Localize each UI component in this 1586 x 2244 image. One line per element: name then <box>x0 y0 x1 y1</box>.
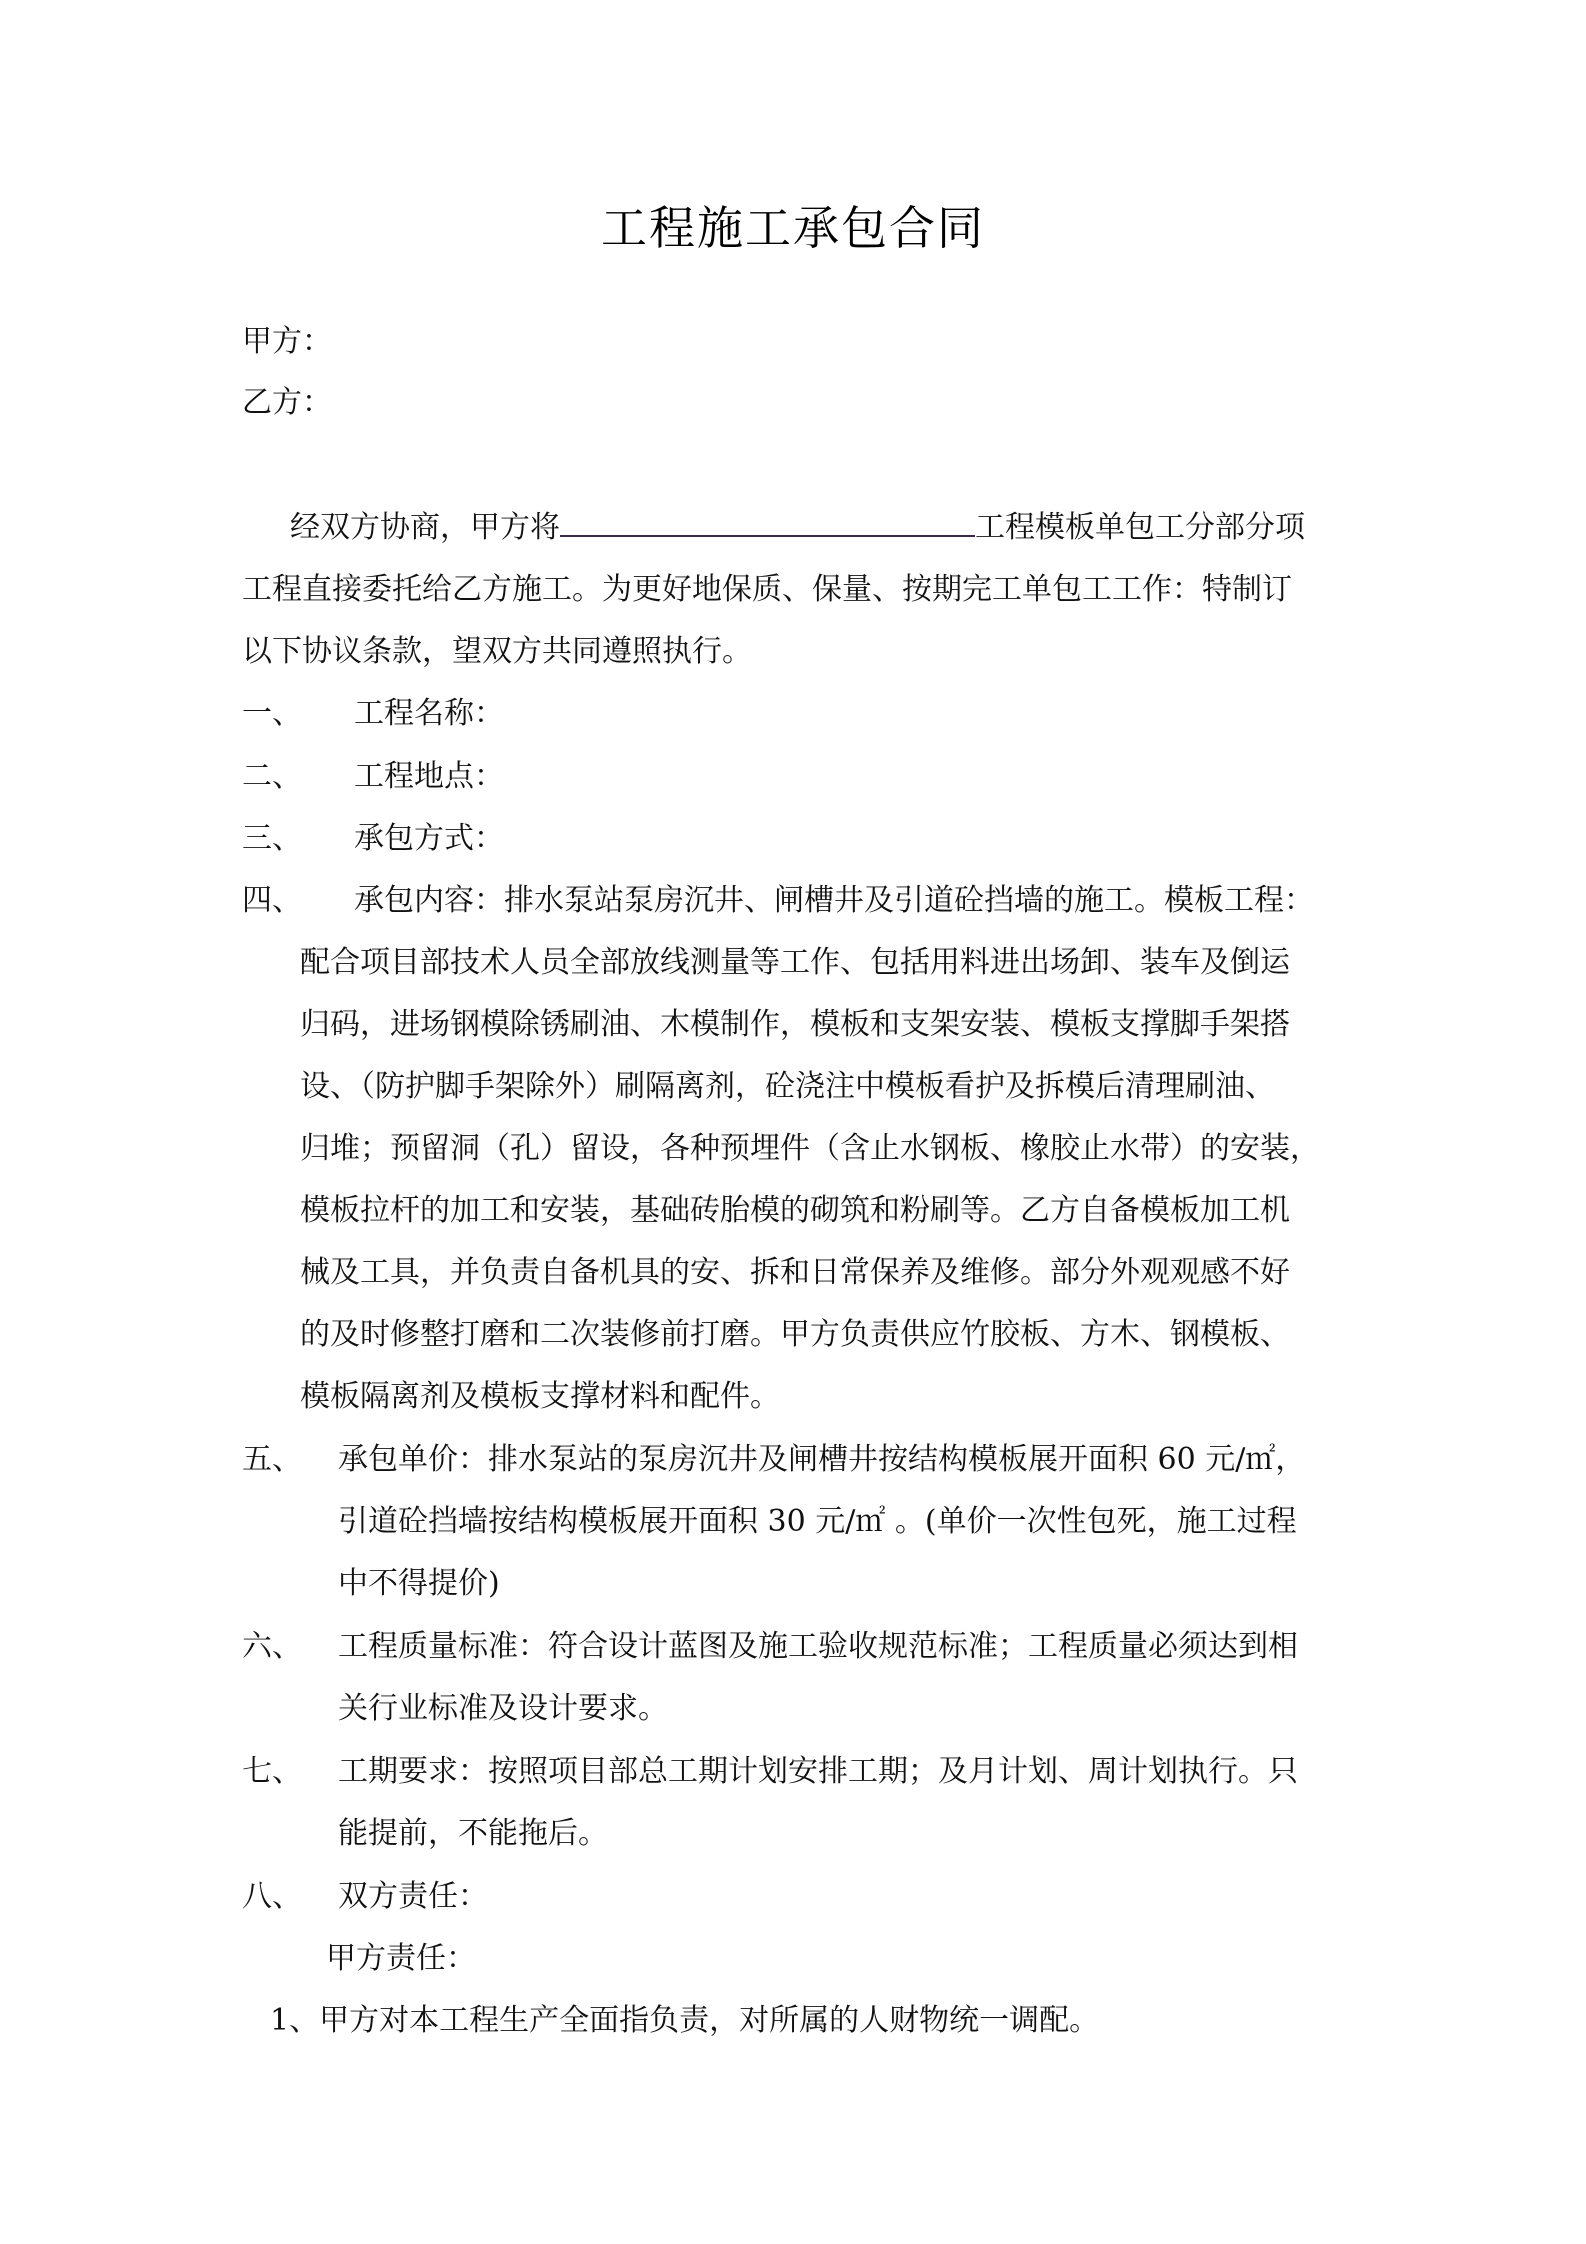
clause-4-line: 归堆；预留洞（孔）留设，各种预埋件（含止水钢板、橡胶止水带）的安装， <box>300 1131 1320 1166</box>
party-a-duty-heading: 甲方责任： <box>326 1941 476 1976</box>
intro-line-1-pre: 经双方协商，甲方将 <box>290 510 560 545</box>
clause-5-number: 五、 <box>242 1442 302 1477</box>
intro-line-1 <box>290 508 1305 548</box>
clause-5-line: 中不得提价) <box>338 1566 500 1601</box>
clause-7-number: 七、 <box>242 1754 302 1789</box>
clause-2-text: 工程地点： <box>354 759 504 794</box>
clause-6-line: 工程质量标准：符合设计蓝图及施工验收规范标准；工程质量必须达到相 <box>338 1629 1298 1664</box>
clause-6-line: 关行业标准及设计要求。 <box>338 1691 668 1726</box>
intro-line-3: 以下协议条款，望双方共同遵照执行。 <box>242 634 752 669</box>
clause-4-line: 归码，进场钢模除锈刷油、木模制作，模板和支架安装、模板支撑脚手架搭 <box>300 1007 1290 1042</box>
party-a-label: 甲方： <box>242 324 332 359</box>
clause-5-line: 引道砼挡墙按结构模板展开面积 30 元/㎡ 。(单价一次性包死，施工过程 <box>338 1504 1297 1539</box>
clause-3-text: 承包方式： <box>354 821 504 856</box>
clause-4-line: 模板隔离剂及模板支撑材料和配件。 <box>300 1379 780 1414</box>
clause-6-number: 六、 <box>242 1629 302 1664</box>
clause-4-line: 承包内容：排水泵站泵房沉井、闸槽井及引道砼挡墙的施工。模板工程： <box>354 883 1314 918</box>
clause-5-line: 承包单价：排水泵站的泵房沉井及闸槽井按结构模板展开面积 60 元/㎡， <box>338 1442 1306 1477</box>
clause-4-line: 设、（防护脚手架除外）刷隔离剂，砼浇注中模板看护及拆模后清理刷油、 <box>300 1069 1275 1104</box>
clause-4-number: 四、 <box>242 883 302 918</box>
party-b-label: 乙方： <box>242 385 332 420</box>
clause-7-line: 工期要求：按照项目部总工期计划安排工期；及月计划、周计划执行。只 <box>338 1754 1298 1789</box>
clause-4-line: 的及时修整打磨和二次装修前打磨。甲方负责供应竹胶板、方木、钢模板、 <box>300 1317 1290 1352</box>
clause-4-line: 模板拉杆的加工和安装，基础砖胎模的砌筑和粉刷等。乙方自备模板加工机 <box>300 1193 1290 1228</box>
clause-4-line: 械及工具，并负责自备机具的安、拆和日常保养及维修。部分外观观感不好 <box>300 1255 1290 1290</box>
intro-line-2: 工程直接委托给乙方施工。为更好地保质、保量、按期完工单包工工作：特制订 <box>242 572 1292 607</box>
project-name-blank <box>560 509 975 537</box>
clause-1-number: 一、 <box>242 696 302 731</box>
clause-1-text: 工程名称： <box>354 696 504 731</box>
intro-line-1-post: 工程模板单包工分部分项 <box>975 510 1305 545</box>
document-title: 工程施工承包合同 <box>601 201 985 255</box>
clause-7-line: 能提前，不能拖后。 <box>338 1816 608 1851</box>
party-a-duty-item-1: 1、甲方对本工程生产全面指负责，对所属的人财物统一调配。 <box>270 2003 1100 2038</box>
clause-2-number: 二、 <box>242 759 302 794</box>
clause-8-text: 双方责任： <box>338 1879 488 1914</box>
clause-4-line: 配合项目部技术人员全部放线测量等工作、包括用料进出场卸、装车及倒运 <box>300 945 1290 980</box>
clause-8-number: 八、 <box>242 1879 302 1914</box>
clause-3-number: 三、 <box>242 821 302 856</box>
